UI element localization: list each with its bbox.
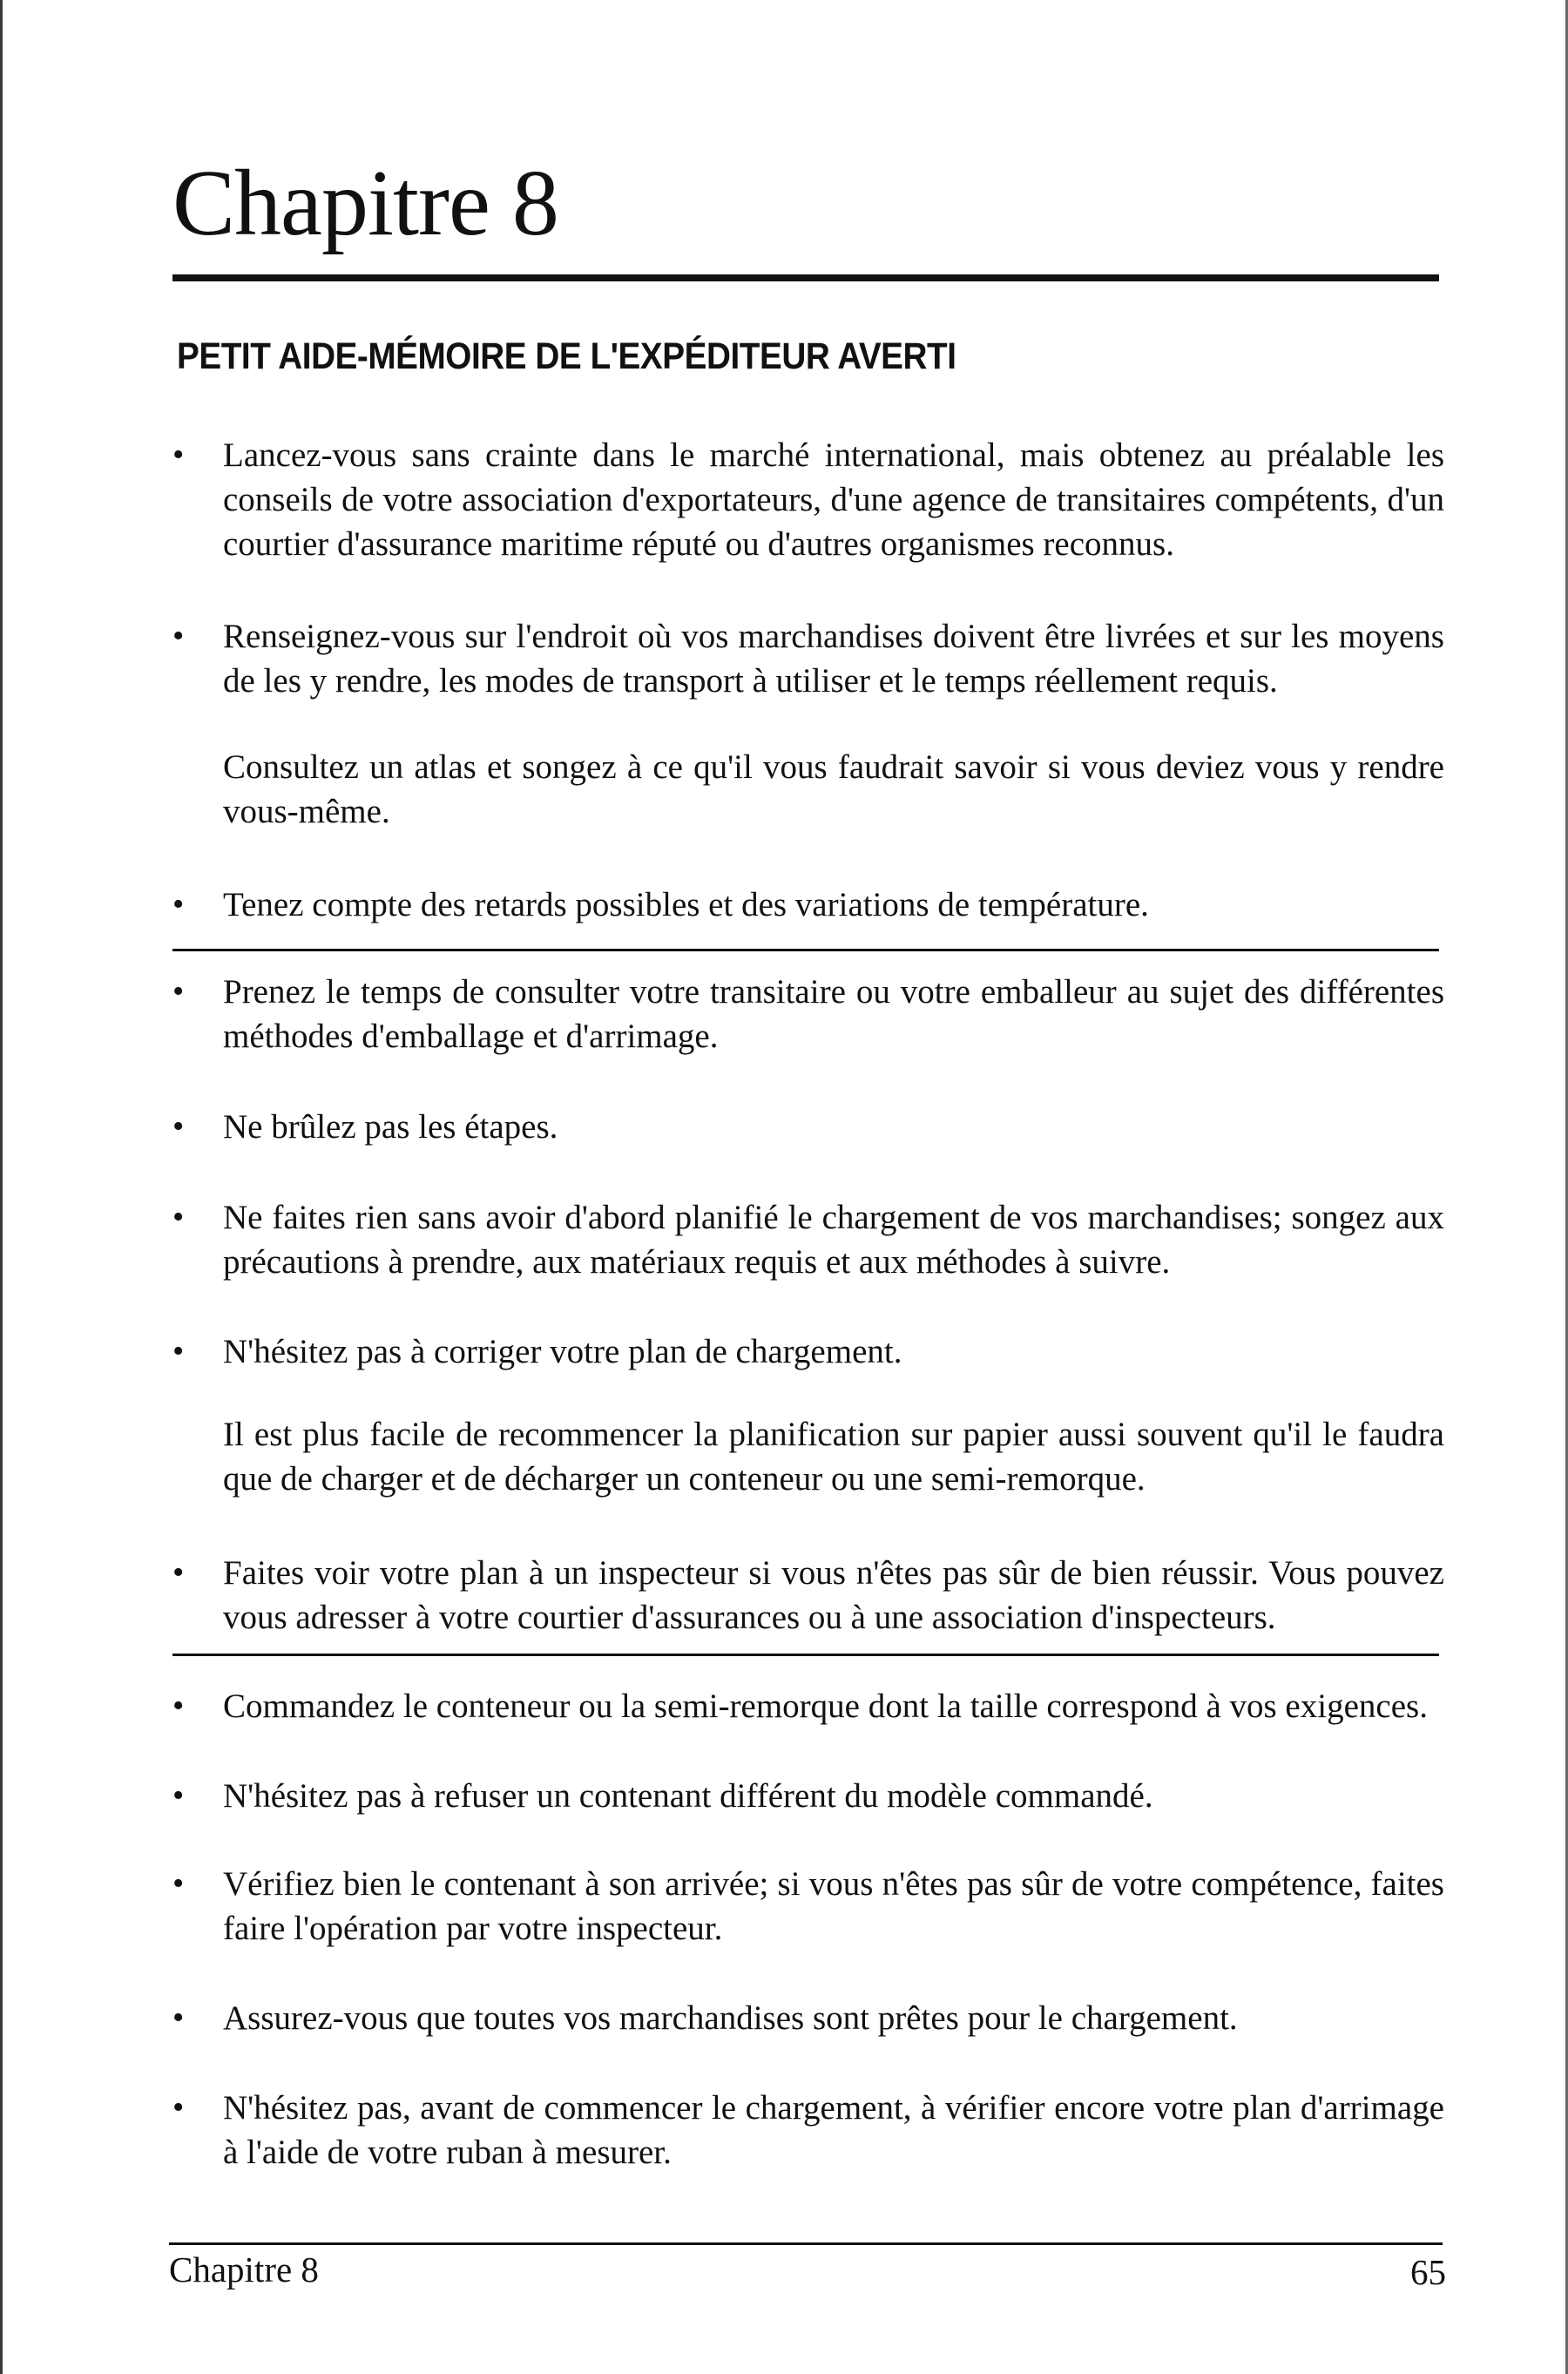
list-item-text: N'hésitez pas, avant de commencer le chargement, à vérifier encore votre plan d'arrimage à l'aide de votre ruban à mesurer. [223, 2089, 1444, 2171]
list-item [172, 1551, 1444, 1640]
bullet-icon: • [172, 1688, 185, 1724]
list-item [172, 1329, 1444, 1374]
list-item [172, 883, 1444, 927]
list-item-text: Renseignez-vous sur l'endroit où vos marchandises doivent être livrées et sur les moyens de les y rendre, les modes de transport à utiliser et le temps réellement requis. [223, 618, 1444, 700]
title-rule [172, 274, 1439, 281]
list-item [172, 970, 1444, 1058]
list-item [172, 1684, 1444, 1728]
list-item-text: Ne faites rien sans avoir d'abord planifié le chargement de vos marchandises; songez aux précautions à prendre, aux matériaux requis et aux méthodes à suivre. [223, 1199, 1444, 1281]
list-item-text: Faites voir votre plan à un inspecteur si vous n'êtes pas sûr de bien réussir. Vous pouvez vous adresser à votre courtier d'assurances ou à une association d'inspecteurs. [223, 1554, 1444, 1636]
bullet-icon: • [172, 1108, 185, 1145]
bullet-icon: • [172, 973, 185, 1010]
bullet-icon: • [172, 436, 185, 473]
list-item [172, 1862, 1444, 1951]
bullet-icon: • [172, 618, 185, 654]
scan-edge-left [0, 0, 3, 2374]
bullet-icon: • [172, 1999, 185, 2036]
list-item-note: Consultez un atlas et songez à ce qu'il vous faudrait savoir si vous deviez vous y rendre vous-même. [223, 748, 1444, 830]
list-item-note: Il est plus facile de recommencer la planification sur papier aussi souvent qu'il le faudra que de charger et de décharger un conteneur ou une semi-remorque. [223, 1416, 1444, 1498]
bullet-icon: • [172, 1554, 185, 1591]
list-item [172, 614, 1444, 703]
list-item [172, 1195, 1444, 1284]
list-item-text: Assurez-vous que toutes vos marchandises sont prêtes pour le chargement. [223, 1999, 1238, 2037]
list-item [172, 1996, 1444, 2040]
page-number: 65 [1410, 2252, 1446, 2292]
list-item-text: Tenez compte des retards possibles et des variations de température. [223, 886, 1149, 923]
list-item [172, 1774, 1444, 1818]
list-item-text: N'hésitez pas à refuser un contenant différent du modèle commandé. [223, 1777, 1153, 1815]
chapter-title: Chapitre 8 [172, 152, 558, 255]
list-item-text: Ne brûlez pas les étapes. [223, 1108, 558, 1146]
bullet-icon: • [172, 1777, 185, 1814]
section-divider [172, 949, 1439, 951]
list-item [172, 2086, 1444, 2174]
footer-chapter-label: Chapitre 8 [169, 2249, 319, 2289]
list-item-text: N'hésitez pas à corriger votre plan de chargement. [223, 1333, 902, 1370]
section-heading: PETIT AIDE-MÉMOIRE DE L'EXPÉDITEUR AVERTI [177, 335, 956, 377]
list-item [172, 1105, 1444, 1149]
bullet-icon: • [172, 886, 185, 923]
bullet-icon: • [172, 1199, 185, 1235]
bullet-icon: • [172, 1333, 185, 1370]
bullet-icon: • [172, 2089, 185, 2126]
list-item-text: Lancez-vous sans crainte dans le marché international, mais obtenez au préalable les conseils de votre association d'exportateurs, d'une agence de transitaires compétents, d'un courtier d'assurance maritime réputé ou d'autres organismes reconnus. [223, 436, 1444, 563]
section-divider [172, 1654, 1439, 1656]
bullet-icon: • [172, 1865, 185, 1902]
list-item [172, 433, 1444, 566]
list-item-text: Commandez le conteneur ou la semi-remorque dont la taille correspond à vos exigences. [223, 1688, 1428, 1725]
footer-rule [169, 2242, 1443, 2245]
list-item-text: Vérifiez bien le contenant à son arrivée; si vous n'êtes pas sûr de votre compétence, faites faire l'opération par votre inspecteur. [223, 1865, 1444, 1947]
list-item-text: Prenez le temps de consulter votre transitaire ou votre emballeur au sujet des différentes méthodes d'emballage et d'arrimage. [223, 973, 1444, 1055]
